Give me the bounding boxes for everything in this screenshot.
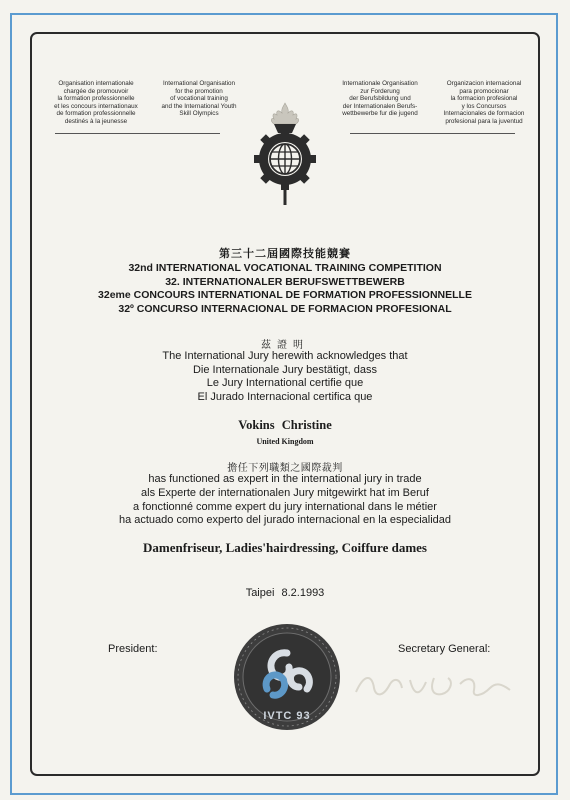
trade-name: Damenfriseur, Ladies'hairdressing, Coiffure dames	[143, 540, 427, 555]
torch-gear-emblem-icon	[252, 95, 318, 207]
function-french: a fonctionné comme expert du jury international dans le métier	[133, 500, 437, 513]
acknowledgement-german: Die Internationale Jury bestätigt, dass	[192, 363, 378, 376]
acknowledgement-english: The International Jury herewith acknowledges that	[162, 350, 408, 362]
function-german: als Experte der internationalen Jury mitgewirkt hat im Beruf	[141, 486, 429, 499]
competition-title-german: 32. INTERNATIONALER BERUFSWETTBEWERB	[165, 275, 405, 288]
secretary-general-label: Secretary General:	[398, 643, 491, 655]
certify-chinese: 茲證明	[261, 340, 309, 351]
competition-title-chinese: 第三十二屆國際技能競賽	[219, 247, 351, 260]
function-chinese: 擔任下列職類之國際裁判	[227, 463, 343, 474]
acknowledgement-text	[30, 350, 540, 404]
organisation-spanish: Organizacion internacional para promocionar la formacion profesional y los Concursos Internacionales de formacion profesional para la juventud	[443, 80, 525, 125]
recipient-name: Vokins Christine	[238, 418, 332, 432]
acknowledgement-french: Le Jury International certifie que	[206, 377, 364, 389]
place-and-date: Taipei 8.2.1993	[245, 587, 325, 599]
header-rule-left	[55, 133, 220, 134]
function-english: has functioned as expert in the international jury in trade	[148, 473, 422, 485]
function-text	[30, 473, 540, 528]
function-spanish: ha actuado como experto del jurado internacional en la especialidad	[118, 514, 452, 527]
acknowledgement-spanish: El Jurado Internacional certifica que	[197, 390, 373, 403]
seal-caption: IVTC 93	[263, 710, 311, 722]
competition-title-english: 32nd INTERNATIONAL VOCATIONAL TRAINING COMPETITION	[128, 262, 442, 274]
recipient-country: United Kingdom	[256, 437, 314, 446]
competition-titles	[30, 262, 540, 316]
organisation-german: Internationale Organisation zur Forderung der Berufsbildung und der Internationalen Berufs- wettbewerbe fur die jugend	[342, 80, 418, 118]
header-rule-right	[350, 133, 515, 134]
competition-title-spanish: 32º CONCURSO INTERNACIONAL DE FORMACION PROFESIONAL	[118, 302, 452, 315]
organisation-english: International Organisation for the promotion of vocational training and the International Youth Skill Olympics	[161, 80, 237, 118]
secretary-signature	[350, 666, 520, 706]
president-label: President:	[108, 643, 158, 655]
organisation-french: Organisation internationale chargée de promouvoir la formation professionnelle et les concours internationaux de formation professionnelle destinés à la jeunesse	[54, 80, 138, 125]
competition-title-french: 32eme CONCOURS INTERNATIONAL DE FORMATION PROFESSIONNELLE	[98, 289, 472, 302]
